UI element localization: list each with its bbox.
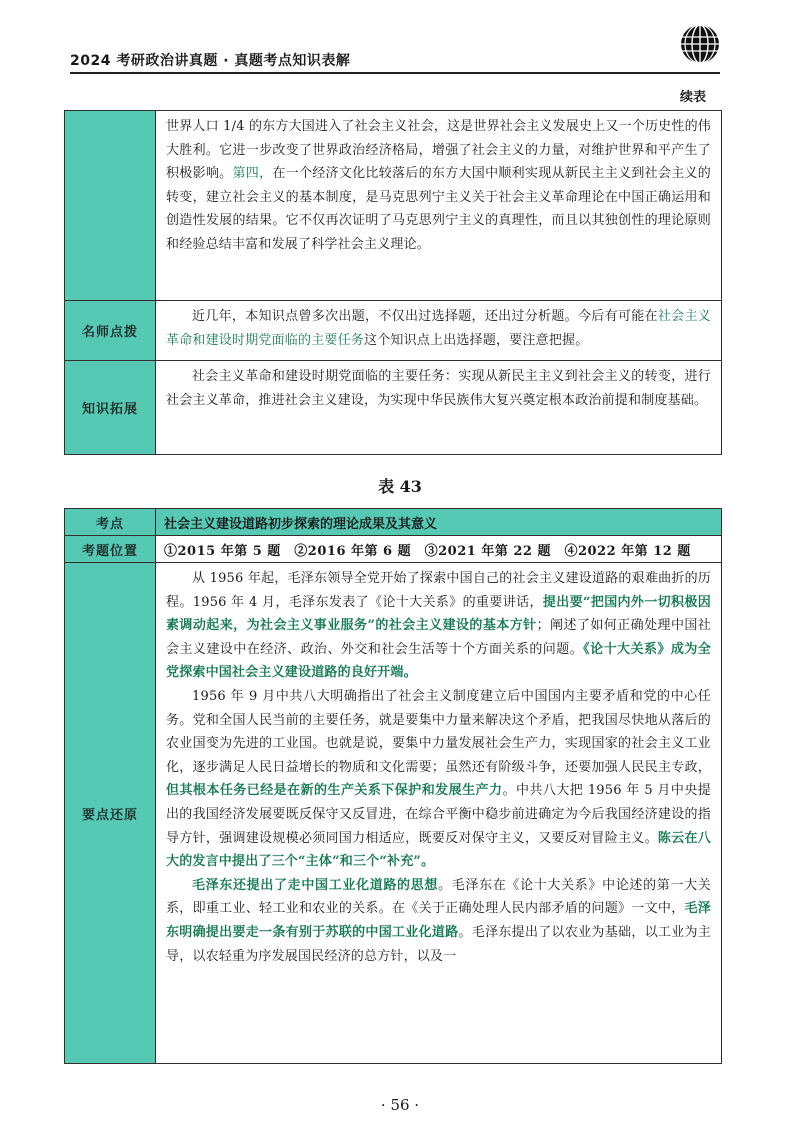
exam-positions: ①2015 年第 5 题 ②2016 年第 6 题 ③2021 年第 22 题 ④2022 年第 12 题 [156,536,722,563]
p3-text-2: 。毛泽东提出了以农业为基础，以工业为主导，以农轻重为序发展国民经济的总方针，以及一 [166,924,711,964]
extension-text: 社会主义革命和建设时期党面临的主要任务：实现从新民主主义到社会主义的转变，进行社会主义革命，推进社会主义建设，为实现中华民族伟大复兴奠定根本政治前提和制度基础。 [166,369,711,408]
p2-highlight-2: 陈云在八大的发言中提出了三个“主体”和三个“补充”。 [166,830,711,870]
review-cell [156,563,722,1064]
summary-highlight: 第四， [232,166,273,182]
page-number: · 56 · [380,1096,420,1114]
p1-highlight-2: 《论十大关系》成为全党探索中国社会主义建设道路的良好开端。 [166,641,711,681]
p2-highlight-1: 但其根本任务已经是在新的生产关系下保护和发展生产力 [166,783,503,799]
topic-title: 社会主义建设道路初步探索的理论成果及其意义 [156,509,722,536]
teacher-tip-highlight: 社会主义革命和建设时期党面临的主要任务 [166,309,711,348]
table-43 [64,508,722,1064]
exam-label-cell [65,536,156,563]
blank-label-cell [65,111,156,301]
review-paragraph-3 [166,874,711,968]
table-caption: 表 43 [378,477,422,496]
p1-text-2: ；阐述了如何正确处理中国社会主义建设中在经济、政治、外交和社会生活等十个方面关系的问题。 [166,618,712,657]
continued-label: 续表 [679,90,706,105]
p3-highlight-2: 毛泽东明确提出要走一条有别于苏联的中国工业化道路 [166,901,711,940]
exam-label: 考题位置 [81,543,138,559]
summary-text-rest: 在一个经济文化比较落后的东方大国中顺利实现从新民主主义到社会主义的转变，建立社会主义的基本制度，是马克思列宁主义关于社会主义革命理论在中国正确运用和创造性发展的结果。它不仅再次证明了马克思列宁主义的真理性，而且以其独创性的理论原则和经验总结丰富和发展了科学社会主义理论。 [166,166,711,252]
continued-table [64,110,722,455]
extension-cell [156,361,722,455]
teacher-tip-text-end: 这个知识点上出选择题，要注意把握。 [364,332,589,348]
p2-text-2: 。中共八大把 1956 年 5 月中央提出的我国经济发展要既反保守又反冒进，在综合平衡中稳步前进确定为今后我国经济建设的指导方针，强调建设规模必须同国力相适应，既要反对保守主义，又要反对冒险主义。 [166,783,711,846]
p1-highlight-1: 提出要“把国内外一切积极因素调动起来，为社会主义事业服务”的社会主义建设的基本方针 [166,594,712,634]
globe-icon [678,22,722,66]
extension-label: 知识拓展 [81,402,138,417]
review-label: 要点还原 [81,807,138,823]
review-paragraph-2 [166,685,711,874]
p3-text: 。毛泽东在《论十大关系》中论述的第一大关系，即重工业、轻工业和农业的关系。在《关于正确处理人民内部矛盾的问题》一文中， [166,877,711,917]
topic-label-cell [65,509,156,536]
teacher-tip-text: 近几年，本知识点曾多次出题，不仅出过选择题，还出过分析题。今后有可能在 [192,309,658,324]
summary-text: 世界人口 1/4 的东方大国进入了社会主义社会，这是世界社会主义发展史上又一个历史性的伟大胜利。它进一步改变了世界政治经济格局，增强了社会主义的力量，对维护世界和平产生了积极影响。 [166,119,711,182]
extension-label-cell [65,361,156,455]
p1-text: 从 1956 年起，毛泽东领导全党开始了探索中国自己的社会主义建设道路的艰难曲折的历程。1956 年 4 月，毛泽东发表了《论十大关系》的重要讲话， [166,571,711,610]
page-header [70,42,710,72]
p3-highlight-1: 毛泽东还提出了走中国工业化道路的思想 [192,877,439,893]
summary-cell [156,111,722,301]
teacher-tip-label-cell [65,301,156,361]
review-label-cell [65,563,156,1064]
topic-label: 考点 [95,516,124,532]
running-title: 2024 考研政治讲真题 · 真题考点知识表解 [70,53,351,69]
teacher-tip-cell [156,301,722,361]
header-rule [70,72,720,74]
p2-text: 1956 年 9 月中共八大明确指出了社会主义制度建立后中国国内主要矛盾和党的中心任务。党和全国人民当前的主要任务，就是要集中力量来解决这个矛盾，把我国尽快地从落后的农业国变为先进的工业国。也就是说，要集中力量发展社会生产力，实现国家的社会主义工业化，逐步满足人民日益增长的物质和文化需要；虽然还有阶级斗争，还要加强人民民主专政， [166,688,711,775]
teacher-tip-label: 名师点拨 [81,325,138,340]
review-paragraph-1 [166,567,711,685]
